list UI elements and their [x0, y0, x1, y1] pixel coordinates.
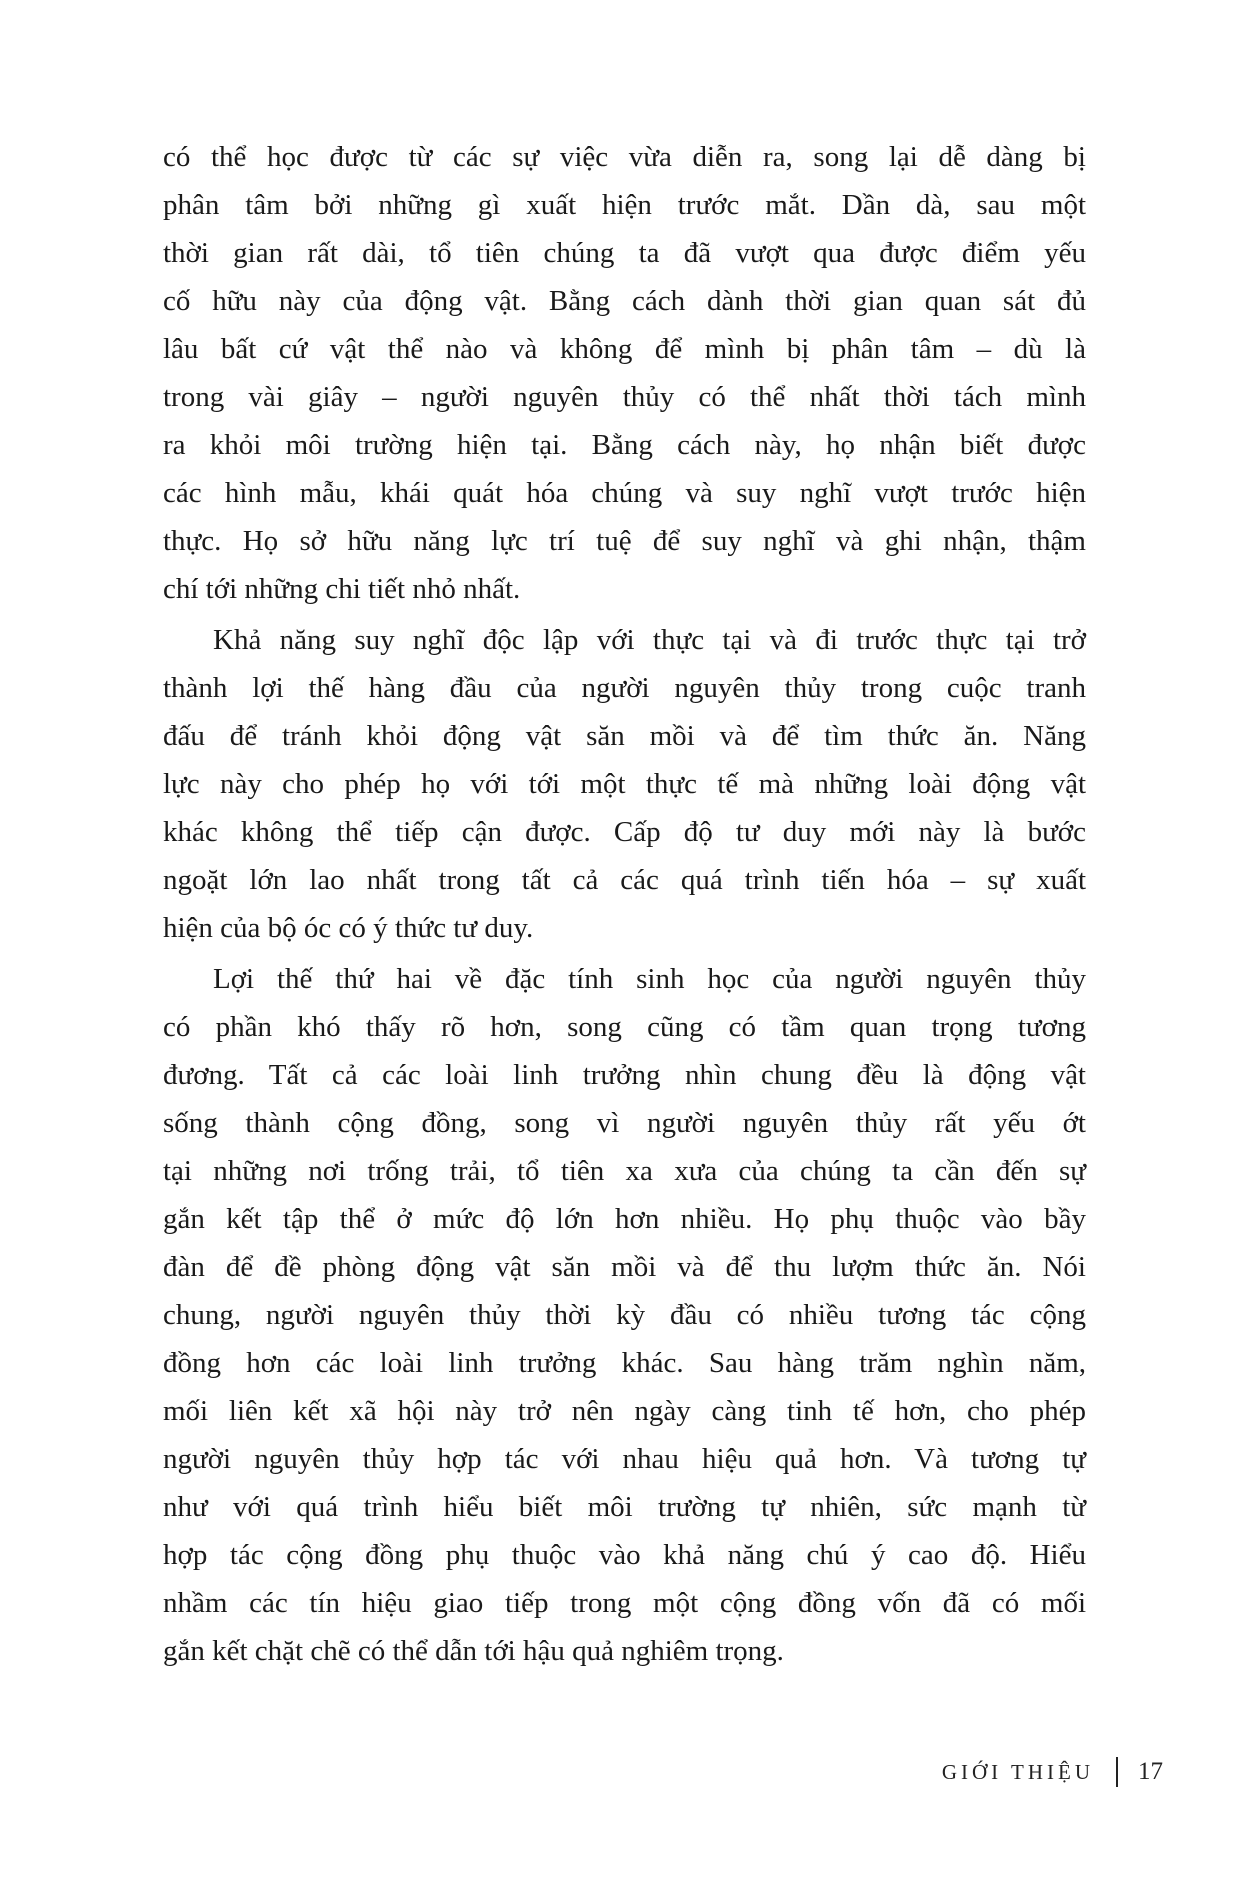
body-line: thời gian rất dài, tổ tiên chúng ta đã vượt qua được điểm yếu — [163, 237, 1086, 269]
body-line: đồng hơn các loài linh trưởng khác. Sau hàng trăm nghìn năm, — [163, 1347, 1086, 1379]
body-line: Lợi thế thứ hai về đặc tính sinh học của người nguyên thủy — [213, 963, 1086, 995]
body-line: đấu để tránh khỏi động vật săn mồi và để tìm thức ăn. Năng — [163, 720, 1086, 752]
paragraph — [163, 616, 1086, 952]
body-line: trong vài giây – người nguyên thủy có thể nhất thời tách mình — [163, 381, 1086, 413]
footer-section-label: GIỚI THIỆU — [941, 1759, 1094, 1784]
body-line: đương. Tất cả các loài linh trưởng nhìn chung đều là động vật — [163, 1059, 1086, 1091]
footer-separator-bar — [1116, 1757, 1118, 1787]
body-line: phân tâm bởi những gì xuất hiện trước mắt. Dần dà, sau một — [163, 189, 1086, 221]
body-line: thực. Họ sở hữu năng lực trí tuệ để suy nghĩ và ghi nhận, thậm — [163, 525, 1086, 557]
body-line: như với quá trình hiểu biết môi trường tự nhiên, sức mạnh từ — [163, 1491, 1086, 1523]
body-line: hợp tác cộng đồng phụ thuộc vào khả năng chú ý cao độ. Hiểu — [163, 1539, 1086, 1571]
body-line: chung, người nguyên thủy thời kỳ đầu có nhiều tương tác cộng — [163, 1299, 1086, 1331]
body-line: nhầm các tín hiệu giao tiếp trong một cộng đồng vốn đã có mối — [163, 1587, 1086, 1619]
page-footer — [942, 1757, 1163, 1787]
body-line: ngoặt lớn lao nhất trong tất cả các quá trình tiến hóa – sự xuất — [163, 864, 1086, 896]
body-line: các hình mẫu, khái quát hóa chúng và suy nghĩ vượt trước hiện — [163, 477, 1086, 509]
body-line: đàn để đề phòng động vật săn mồi và để thu lượm thức ăn. Nói — [163, 1251, 1086, 1283]
body-line: khác không thể tiếp cận được. Cấp độ tư duy mới này là bước — [163, 816, 1086, 848]
footer-page-number: 17 — [1138, 1758, 1163, 1785]
body-line: sống thành cộng đồng, song vì người nguyên thủy rất yếu ớt — [163, 1107, 1086, 1139]
body-line: lực này cho phép họ với tới một thực tế mà những loài động vật — [163, 768, 1086, 800]
body-text — [163, 133, 1086, 1675]
body-line: mối liên kết xã hội này trở nên ngày càng tinh tế hơn, cho phép — [163, 1395, 1086, 1427]
body-line: cố hữu này của động vật. Bằng cách dành thời gian quan sát đủ — [163, 285, 1086, 317]
body-line: có phần khó thấy rõ hơn, song cũng có tầm quan trọng tương — [163, 1011, 1086, 1043]
body-line: hiện của bộ óc có ý thức tư duy. — [163, 912, 534, 944]
body-line: ra khỏi môi trường hiện tại. Bằng cách này, họ nhận biết được — [163, 429, 1086, 461]
body-line: thành lợi thế hàng đầu của người nguyên thủy trong cuộc tranh — [163, 672, 1086, 704]
body-line: Khả năng suy nghĩ độc lập với thực tại và đi trước thực tại trở — [213, 624, 1086, 656]
body-line: chí tới những chi tiết nhỏ nhất. — [163, 573, 521, 605]
body-line: lâu bất cứ vật thể nào và không để mình bị phân tâm – dù là — [163, 333, 1086, 365]
body-line: gắn kết chặt chẽ có thể dẫn tới hậu quả nghiêm trọng. — [163, 1635, 784, 1667]
body-line: gắn kết tập thể ở mức độ lớn hơn nhiều. Họ phụ thuộc vào bầy — [163, 1203, 1086, 1235]
body-line: người nguyên thủy hợp tác với nhau hiệu quả hơn. Và tương tự — [163, 1443, 1086, 1475]
body-line: tại những nơi trống trải, tổ tiên xa xưa của chúng ta cần đến sự — [163, 1155, 1086, 1187]
paragraph — [163, 133, 1086, 613]
paragraph — [163, 955, 1086, 1675]
body-line: có thể học được từ các sự việc vừa diễn ra, song lại dễ dàng bị — [163, 141, 1086, 173]
